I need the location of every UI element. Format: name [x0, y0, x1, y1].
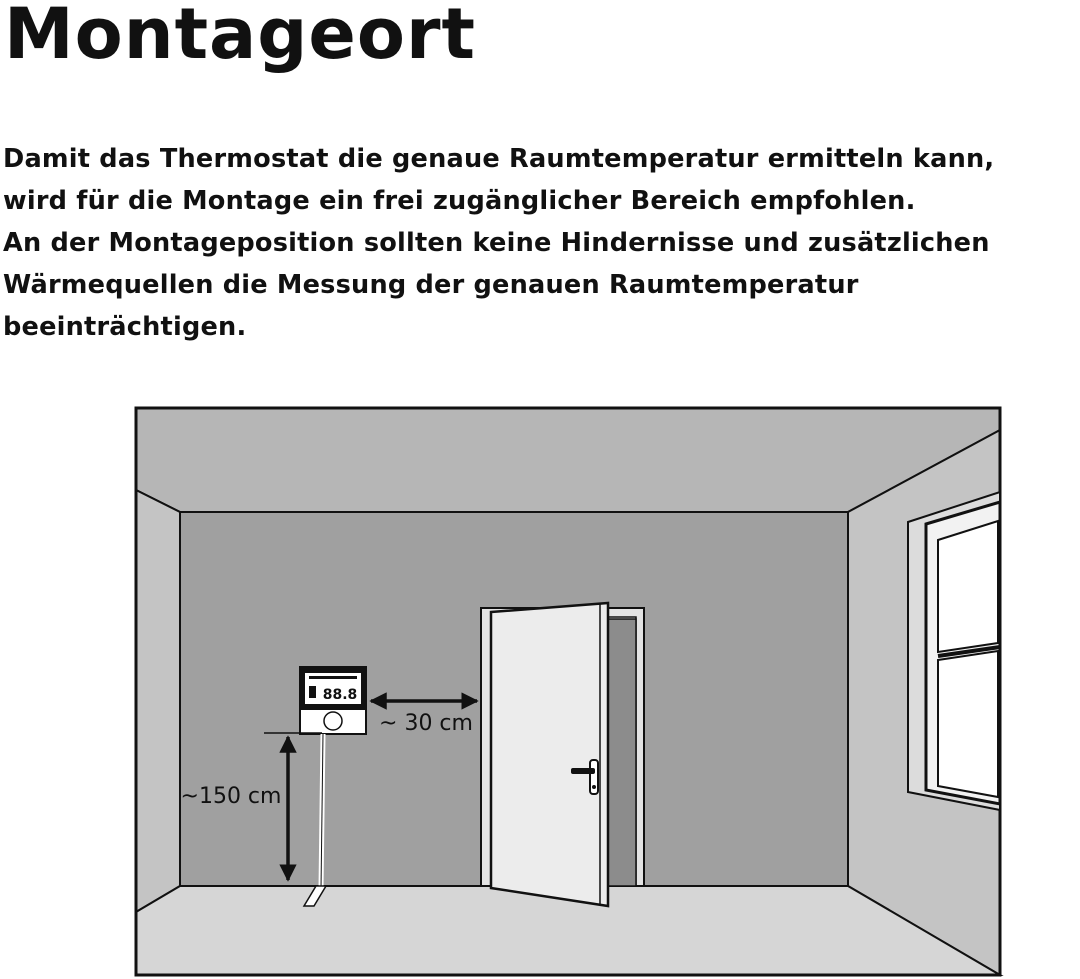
display-digits: 88.8 [322, 687, 358, 703]
distance-label: ~ 30 cm [379, 711, 473, 736]
ceiling [136, 408, 1000, 512]
door-shadow [608, 619, 636, 886]
window-pane-lower [938, 651, 998, 797]
height-label: ~150 cm [180, 784, 282, 809]
intro-line: Damit das Thermostat die genaue Raumtemperatur ermitteln kann, [3, 144, 995, 174]
display-bar [309, 676, 357, 679]
intro-line: beeinträchtigen. [3, 312, 247, 342]
door-handle-icon [571, 768, 595, 774]
intro-line: wird für die Montage ein frei zugänglicher Bereich empfohlen. [3, 186, 916, 216]
keyhole-icon [592, 785, 596, 789]
thermostat-dial [324, 712, 342, 730]
intro-line: An der Montageposition sollten keine Hindernisse und zusätzlichen [3, 228, 990, 258]
door [481, 603, 644, 906]
window [908, 492, 1000, 810]
window-pane-upper [938, 521, 998, 652]
door-leaf [491, 603, 608, 906]
left-wall [136, 490, 180, 912]
page-title: Montageort [4, 0, 476, 75]
display-flame-icon [309, 686, 316, 698]
intro-line: Wärmequellen die Messung der genauen Raumtemperatur [3, 270, 859, 300]
